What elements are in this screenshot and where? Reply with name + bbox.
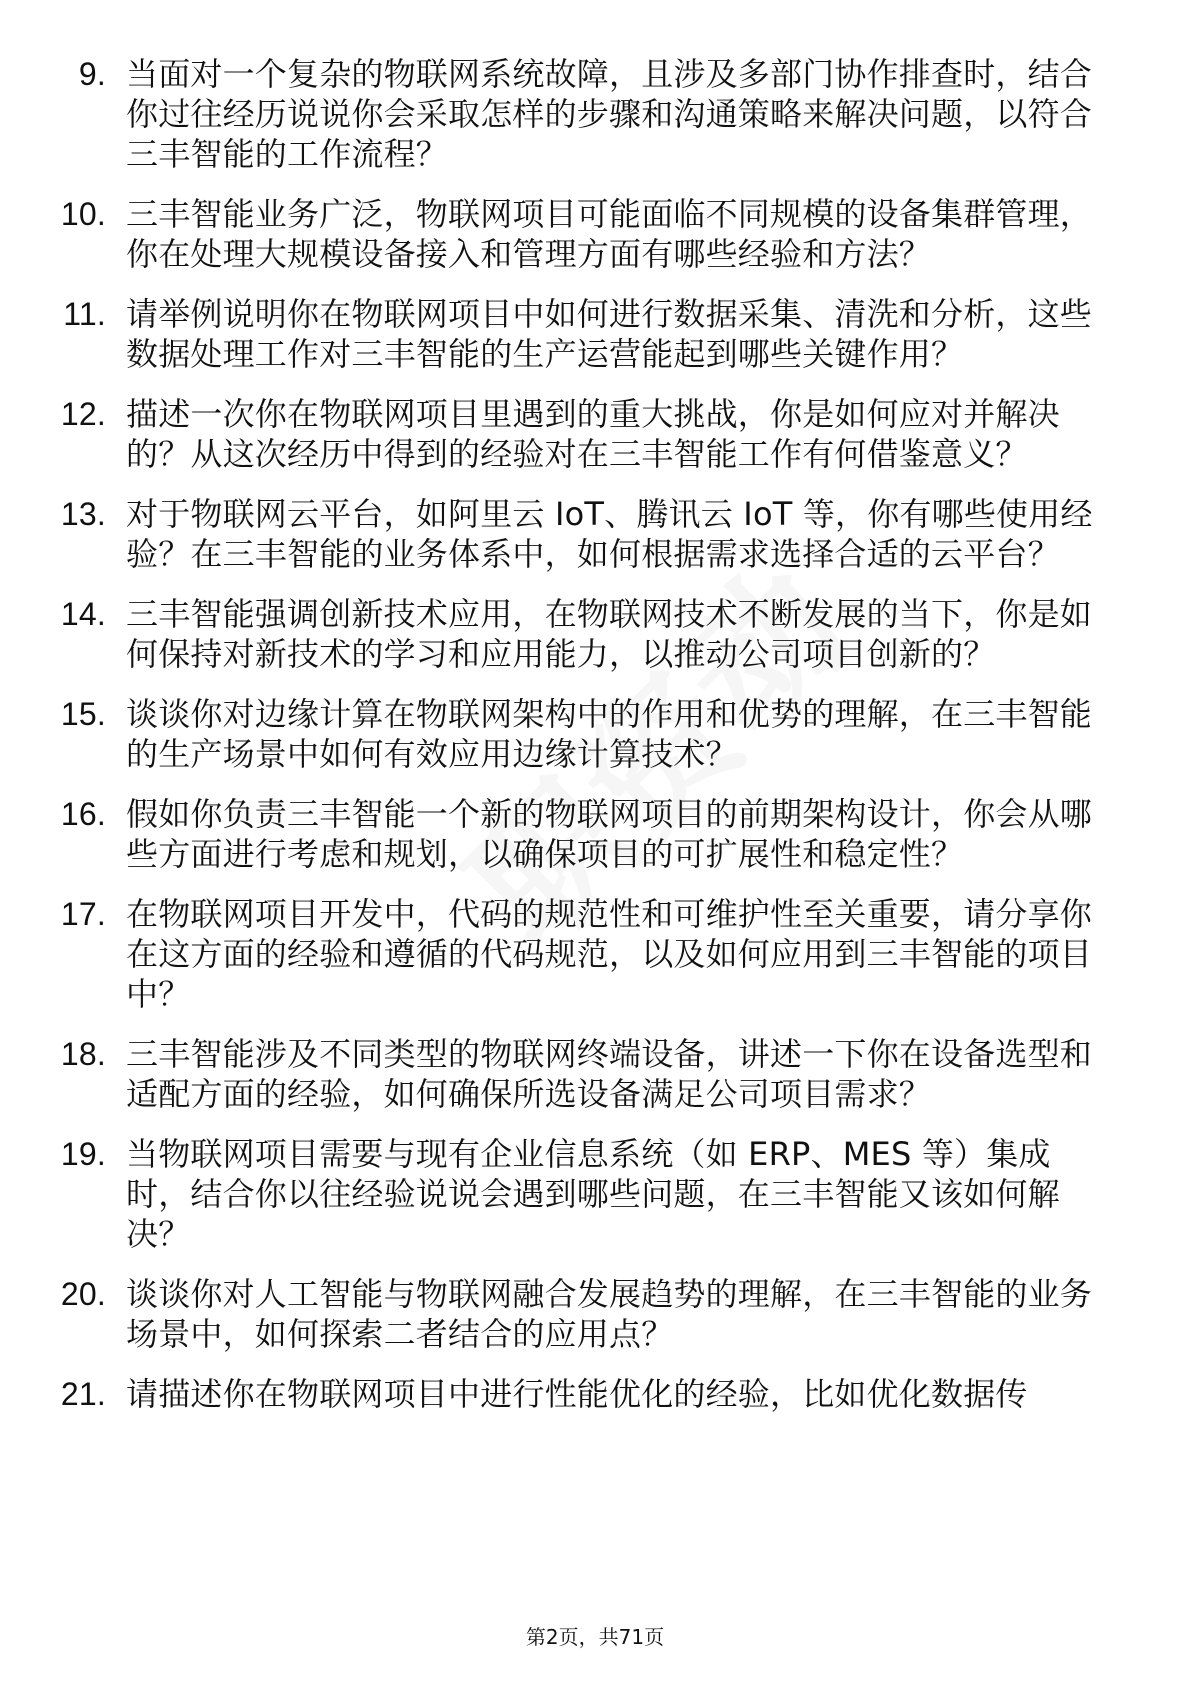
question-item	[52, 394, 1112, 474]
question-item	[52, 1374, 1112, 1414]
question-item	[52, 294, 1112, 374]
question-item	[52, 1134, 1112, 1254]
question-number: 20.	[60, 1276, 106, 1312]
question-text: 三丰智能强调创新技术应用，在物联网技术不断发展的当下，你是如何保持对新技术的学习和应用能力，以推动公司项目创新的？	[126, 595, 1093, 673]
question-item	[52, 794, 1112, 874]
question-text: 当物联网项目需要与现有企业信息系统（如 ERP、MES 等）集成时，结合你以往经验说说会遇到哪些问题，在三丰智能又该如何解决？	[126, 1135, 1060, 1253]
question-item	[52, 1034, 1112, 1114]
question-number: 14.	[60, 596, 106, 632]
question-text: 谈谈你对边缘计算在物联网架构中的作用和优势的理解，在三丰智能的生产场景中如何有效应用边缘计算技术？	[126, 695, 1093, 773]
question-number: 9.	[78, 56, 106, 92]
question-number: 19.	[60, 1136, 106, 1172]
question-item	[52, 694, 1112, 774]
question-text: 描述一次你在物联网项目里遇到的重大挑战，你是如何应对并解决的？从这次经历中得到的经验对在三丰智能工作有何借鉴意义？	[126, 395, 1060, 473]
question-number: 10.	[60, 196, 106, 232]
question-text: 三丰智能涉及不同类型的物联网终端设备，讲述一下你在设备选型和适配方面的经验，如何确保所选设备满足公司项目需求？	[126, 1035, 1093, 1113]
question-number: 15.	[60, 696, 106, 732]
question-number: 16.	[60, 796, 106, 832]
question-number: 21.	[60, 1376, 106, 1412]
question-number: 11.	[63, 296, 106, 332]
question-text: 当面对一个复杂的物联网系统故障，且涉及多部门协作排查时，结合你过往经历说说你会采取怎样的步骤和沟通策略来解决问题，以符合三丰智能的工作流程？	[126, 55, 1093, 173]
question-text: 谈谈你对人工智能与物联网融合发展趋势的理解，在三丰智能的业务场景中，如何探索二者结合的应用点？	[126, 1275, 1093, 1353]
question-number: 17.	[60, 896, 106, 932]
question-text: 在物联网项目开发中，代码的规范性和可维护性至关重要，请分享你在这方面的经验和遵循的代码规范，以及如何应用到三丰智能的项目中？	[126, 895, 1093, 1013]
question-text: 三丰智能业务广泛，物联网项目可能面临不同规模的设备集群管理，你在处理大规模设备接入和管理方面有哪些经验和方法？	[126, 195, 1093, 273]
question-item	[52, 894, 1112, 1014]
question-text: 假如你负责三丰智能一个新的物联网项目的前期架构设计，你会从哪些方面进行考虑和规划，以确保项目的可扩展性和稳定性？	[126, 795, 1093, 873]
question-text: 请举例说明你在物联网项目中如何进行数据采集、清洗和分析，这些数据处理工作对三丰智能的生产运营能起到哪些关键作用？	[126, 295, 1093, 373]
question-text: 对于物联网云平台，如阿里云 IoT、腾讯云 IoT 等，你有哪些使用经验？在三丰智能的业务体系中，如何根据需求选择合适的云平台？	[126, 495, 1093, 573]
question-number: 18.	[60, 1036, 106, 1072]
question-text: 请描述你在物联网项目中进行性能优化的经验，比如优化数据传	[126, 1375, 1028, 1413]
question-item	[52, 1274, 1112, 1354]
question-item	[52, 54, 1112, 174]
question-item	[52, 594, 1112, 674]
question-number: 12.	[60, 396, 106, 432]
question-item	[52, 494, 1112, 574]
question-number: 13.	[60, 496, 106, 532]
question-list	[52, 54, 1112, 1434]
page-footer: 第2页，共71页	[525, 1625, 665, 1649]
question-item	[52, 194, 1112, 274]
